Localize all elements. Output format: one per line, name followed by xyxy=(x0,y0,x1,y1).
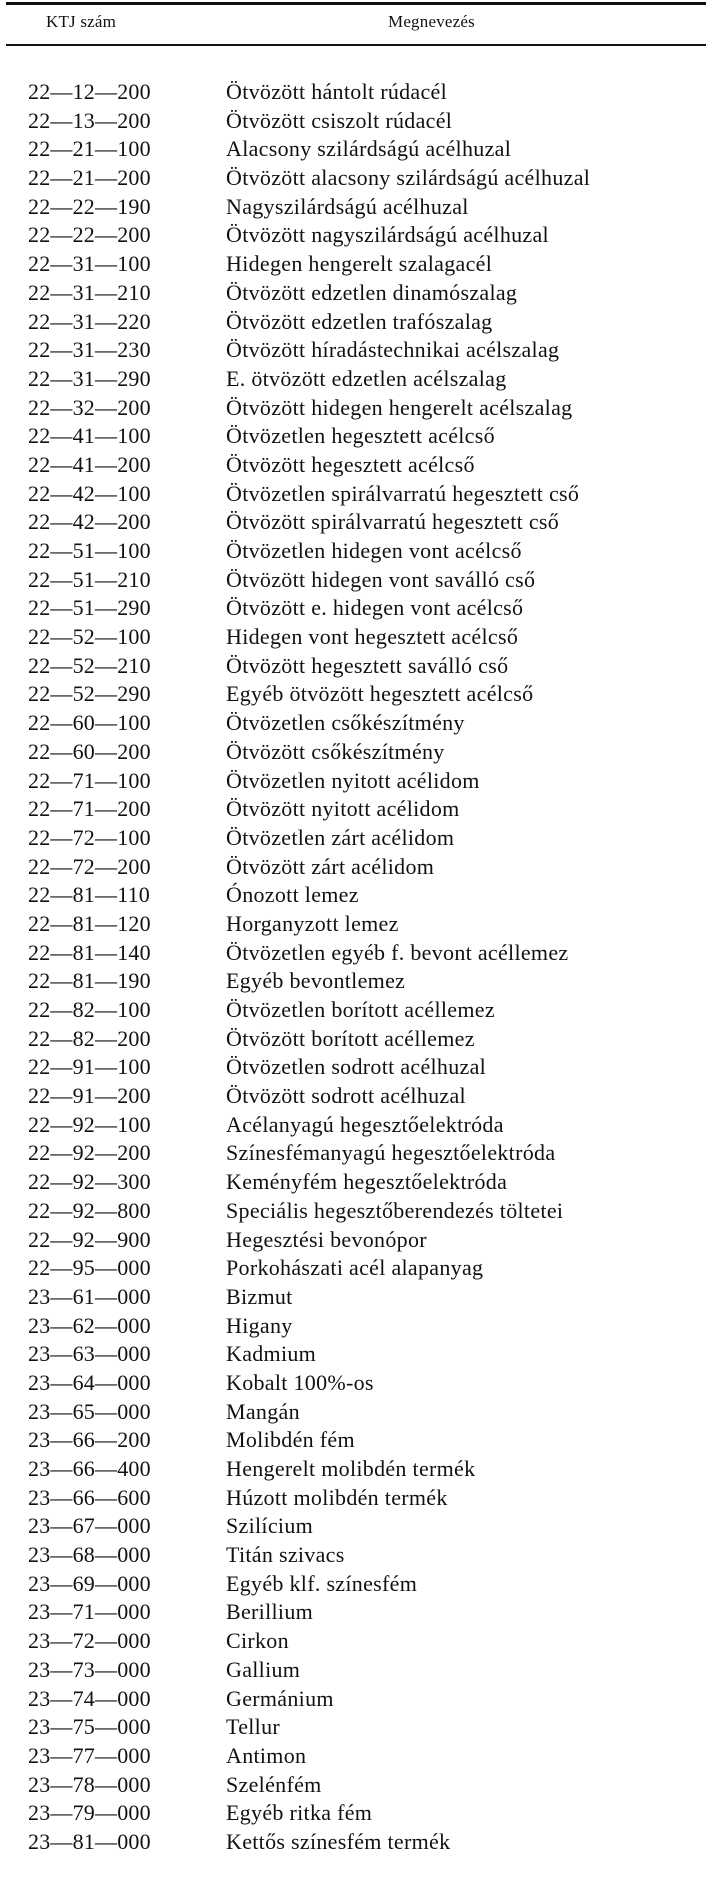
item-name: Színesfémanyagú hegesztőelektróda xyxy=(226,1140,556,1166)
table-row xyxy=(0,795,714,824)
ktj-code: 23—63—000 xyxy=(28,1341,151,1367)
table-row xyxy=(0,422,714,451)
item-name: Keményfém hegesztőelektróda xyxy=(226,1169,508,1195)
ktj-code: 22—72—200 xyxy=(28,853,151,879)
ktj-code: 22—52—100 xyxy=(28,624,151,650)
table-row xyxy=(0,1168,714,1197)
table-row xyxy=(0,365,714,394)
table-row xyxy=(0,451,714,480)
table-row xyxy=(0,881,714,910)
ktj-code: 22—71—100 xyxy=(28,767,151,793)
ktj-code: 22—52—210 xyxy=(28,652,151,678)
ktj-code: 23—69—000 xyxy=(28,1570,151,1596)
item-name: Ötvözetlen sodrott acélhuzal xyxy=(226,1054,487,1080)
table-row xyxy=(0,680,714,709)
ktj-code: 23—73—000 xyxy=(28,1656,151,1682)
item-name: Ötvözött sodrott acélhuzal xyxy=(226,1083,466,1109)
item-name: Speciális hegesztőberendezés töltetei xyxy=(226,1197,564,1223)
header-name-label: Megnevezés xyxy=(388,12,475,31)
ktj-code: 22—21—200 xyxy=(28,165,151,191)
ktj-code: 22—22—200 xyxy=(28,222,151,248)
table-row xyxy=(0,279,714,308)
ktj-code: 22—22—190 xyxy=(28,193,151,219)
item-name: Molibdén fém xyxy=(226,1427,355,1453)
item-name: Ötvözött e. hidegen vont acélcső xyxy=(226,595,524,621)
item-name: Cirkon xyxy=(226,1628,289,1654)
item-name: Ötvözetlen csőkészítmény xyxy=(226,710,465,736)
ktj-code: 23—62—000 xyxy=(28,1312,151,1338)
ktj-code: 22—12—200 xyxy=(28,79,151,104)
item-name: Ötvözetlen spirálvarratú hegesztett cső xyxy=(226,480,580,506)
table-row xyxy=(0,1111,714,1140)
table-row xyxy=(0,1398,714,1427)
ktj-code: 22—92—100 xyxy=(28,1111,151,1137)
ktj-code: 23—72—000 xyxy=(28,1628,151,1654)
ktj-code: 22—52—290 xyxy=(28,681,151,707)
table-row xyxy=(0,1742,714,1771)
table-row xyxy=(0,1627,714,1656)
item-name: Bizmut xyxy=(226,1283,293,1309)
item-name: Egyéb ritka fém xyxy=(226,1800,373,1826)
ktj-code: 22—91—200 xyxy=(28,1083,151,1109)
table-row xyxy=(0,1685,714,1714)
table-row xyxy=(0,1226,714,1255)
ktj-code: 22—60—100 xyxy=(28,710,151,736)
table-row xyxy=(0,1025,714,1054)
ktj-code: 22—32—200 xyxy=(28,394,151,420)
ktj-code: 22—51—290 xyxy=(28,595,151,621)
item-name: Germánium xyxy=(226,1685,334,1711)
item-name: Ötvözetlen zárt acélidom xyxy=(226,824,455,850)
ktj-code: 23—61—000 xyxy=(28,1283,151,1309)
ktj-code: 22—31—210 xyxy=(28,279,151,305)
table-row xyxy=(0,1254,714,1283)
item-name: Ötvözött csőkészítmény xyxy=(226,738,445,764)
table-row xyxy=(0,1570,714,1599)
ktj-code: 22—92—900 xyxy=(28,1226,151,1252)
ktj-code: 23—66—400 xyxy=(28,1456,151,1481)
header-code-label: KTJ szám xyxy=(46,12,117,31)
item-name: Szelénfém xyxy=(226,1771,322,1797)
item-name: Mangán xyxy=(226,1398,300,1424)
table-row xyxy=(0,308,714,337)
item-name: Ötvözött hidegen hengerelt acélszalag xyxy=(226,394,573,420)
table-row xyxy=(0,508,714,537)
ktj-code: 22—31—230 xyxy=(28,337,151,363)
item-name: Ötvözött spirálvarratú hegesztett cső xyxy=(226,509,560,535)
item-name: Ötvözetlen hidegen vont acélcső xyxy=(226,538,522,563)
table-row xyxy=(0,824,714,853)
item-name: Ónozott lemez xyxy=(226,882,359,908)
ktj-code: 23—64—000 xyxy=(28,1369,151,1395)
ktj-code: 22—31—220 xyxy=(28,308,151,334)
item-name: Ötvözött edzetlen trafószalag xyxy=(226,308,493,334)
table-row xyxy=(0,1139,714,1168)
item-name: Porkohászati acél alapanyag xyxy=(226,1255,484,1281)
ktj-code: 22—41—200 xyxy=(28,451,151,477)
ktj-code: 23—74—000 xyxy=(28,1685,151,1711)
table-row xyxy=(0,709,714,738)
ktj-code: 22—51—210 xyxy=(28,566,151,592)
table-row xyxy=(0,939,714,968)
table-row xyxy=(0,767,714,796)
item-name: Egyéb ötvözött hegesztett acélcső xyxy=(226,681,534,707)
ktj-code: 22—81—110 xyxy=(28,882,150,908)
ktj-code: 22—13—200 xyxy=(28,107,151,133)
table-row xyxy=(0,394,714,423)
ktj-code: 22—72—100 xyxy=(28,824,151,850)
item-name: Ötvözött csiszolt rúdacél xyxy=(226,107,453,133)
item-name: Hidegen hengerelt szalagacél xyxy=(226,251,493,277)
ktj-code: 22—51—100 xyxy=(28,538,151,563)
table-row xyxy=(0,1082,714,1111)
item-name: Alacsony szilárdságú acélhuzal xyxy=(226,136,512,162)
ktj-code: 22—92—300 xyxy=(28,1169,151,1195)
item-name: Tellur xyxy=(226,1714,281,1740)
item-name: Kettős színesfém termék xyxy=(226,1828,451,1854)
ktj-code: 23—65—000 xyxy=(28,1398,151,1424)
table-row xyxy=(0,1455,714,1484)
ktj-code: 23—78—000 xyxy=(28,1771,151,1797)
top-rule xyxy=(6,2,706,5)
table-row xyxy=(0,336,714,365)
table-row xyxy=(0,623,714,652)
item-name: Ötvözetlen egyéb f. bevont acéllemez xyxy=(226,939,569,965)
table-row xyxy=(0,1283,714,1312)
header-rule xyxy=(6,44,706,46)
item-name: Kobalt 100%-os xyxy=(226,1369,374,1395)
code-table xyxy=(0,78,714,1857)
item-name: Acélanyagú hegesztőelektróda xyxy=(226,1111,504,1137)
item-name: Ötvözött nyitott acélidom xyxy=(226,796,460,822)
table-row xyxy=(0,652,714,681)
item-name: Kadmium xyxy=(226,1341,317,1367)
ktj-code: 23—79—000 xyxy=(28,1800,151,1826)
item-name: Ötvözött edzetlen dinamószalag xyxy=(226,279,518,305)
ktj-code: 23—77—000 xyxy=(28,1742,151,1768)
ktj-code: 22—42—100 xyxy=(28,480,151,506)
ktj-code: 22—41—100 xyxy=(28,423,151,449)
table-row xyxy=(0,135,714,164)
item-name: E. ötvözött edzetlen acélszalag xyxy=(226,365,507,391)
item-name: Ötvözött hántolt rúdacél xyxy=(226,79,448,104)
ktj-code: 22—60—200 xyxy=(28,738,151,764)
item-name: Szilícium xyxy=(226,1513,314,1539)
ktj-code: 23—66—200 xyxy=(28,1427,151,1453)
item-name: Hidegen vont hegesztett acélcső xyxy=(226,624,519,650)
item-name: Titán szivacs xyxy=(226,1542,345,1568)
table-row xyxy=(0,1713,714,1742)
item-name: Egyéb klf. színesfém xyxy=(226,1570,418,1596)
item-name: Gallium xyxy=(226,1656,301,1682)
table-row xyxy=(0,738,714,767)
item-name: Ötvözetlen nyitott acélidom xyxy=(226,767,480,793)
ktj-code: 22—82—200 xyxy=(28,1025,151,1051)
table-row xyxy=(0,594,714,623)
ktj-code: 22—31—100 xyxy=(28,251,151,277)
table-row xyxy=(0,1426,714,1455)
item-name: Nagyszilárdságú acélhuzal xyxy=(226,193,469,219)
table-row xyxy=(0,1053,714,1082)
ktj-code: 22—95—000 xyxy=(28,1255,151,1281)
item-name: Ötvözetlen hegesztett acélcső xyxy=(226,423,495,449)
table-row xyxy=(0,164,714,193)
table-row xyxy=(0,1828,714,1857)
ktj-code: 22—81—140 xyxy=(28,939,151,965)
table-row xyxy=(0,967,714,996)
ktj-code: 22—21—100 xyxy=(28,136,151,162)
item-name: Ötvözött alacsony szilárdságú acélhuzal xyxy=(226,165,591,191)
table-row xyxy=(0,221,714,250)
ktj-code: 22—71—200 xyxy=(28,796,151,822)
ktj-code: 22—81—120 xyxy=(28,910,151,936)
table-row xyxy=(0,107,714,136)
item-name: Ötvözött zárt acélidom xyxy=(226,853,435,879)
item-name: Ötvözetlen borított acéllemez xyxy=(226,997,495,1022)
item-name: Berillium xyxy=(226,1599,314,1625)
item-name: Ötvözött hidegen vont saválló cső xyxy=(226,566,536,592)
table-row xyxy=(0,1312,714,1341)
table-row xyxy=(0,1799,714,1828)
item-name: Higany xyxy=(226,1312,293,1338)
table-row xyxy=(0,853,714,882)
table-row xyxy=(0,996,714,1025)
table-row xyxy=(0,1598,714,1627)
ktj-code: 22—82—100 xyxy=(28,997,151,1022)
item-name: Egyéb bevontlemez xyxy=(226,968,406,994)
table-row xyxy=(0,1484,714,1513)
ktj-code: 23—71—000 xyxy=(28,1599,151,1625)
table-row xyxy=(0,250,714,279)
table-row xyxy=(0,78,714,107)
item-name: Ötvözött hegesztett acélcső xyxy=(226,451,475,477)
table-row xyxy=(0,1512,714,1541)
item-name: Antimon xyxy=(226,1742,307,1768)
item-name: Ötvözött borított acéllemez xyxy=(226,1025,475,1051)
item-name: Ötvözött nagyszilárdságú acélhuzal xyxy=(226,222,549,248)
item-name: Hengerelt molibdén termék xyxy=(226,1456,476,1481)
table-row xyxy=(0,1340,714,1369)
table-row xyxy=(0,537,714,566)
ktj-code: 22—42—200 xyxy=(28,509,151,535)
ktj-code: 22—81—190 xyxy=(28,968,151,994)
table-row xyxy=(0,1541,714,1570)
table-row xyxy=(0,480,714,509)
ktj-code: 23—75—000 xyxy=(28,1714,151,1740)
ktj-code: 22—92—200 xyxy=(28,1140,151,1166)
item-name: Ötvözött hegesztett saválló cső xyxy=(226,652,509,678)
ktj-code: 23—81—000 xyxy=(28,1828,151,1854)
table-row xyxy=(0,193,714,222)
ktj-code: 22—91—100 xyxy=(28,1054,151,1080)
table-header xyxy=(6,8,706,44)
ktj-code: 23—67—000 xyxy=(28,1513,151,1539)
table-row xyxy=(0,910,714,939)
item-name: Ötvözött híradástechnikai acélszalag xyxy=(226,337,560,363)
table-row xyxy=(0,1369,714,1398)
ktj-code: 23—68—000 xyxy=(28,1542,151,1568)
item-name: Húzott molibdén termék xyxy=(226,1484,448,1510)
table-row xyxy=(0,566,714,595)
ktj-code: 22—31—290 xyxy=(28,365,151,391)
ktj-code: 23—66—600 xyxy=(28,1484,151,1510)
table-row xyxy=(0,1771,714,1800)
table-row xyxy=(0,1197,714,1226)
item-name: Hegesztési bevonópor xyxy=(226,1226,427,1252)
item-name: Horganyzott lemez xyxy=(226,910,399,936)
ktj-code: 22—92—800 xyxy=(28,1197,151,1223)
table-row xyxy=(0,1656,714,1685)
